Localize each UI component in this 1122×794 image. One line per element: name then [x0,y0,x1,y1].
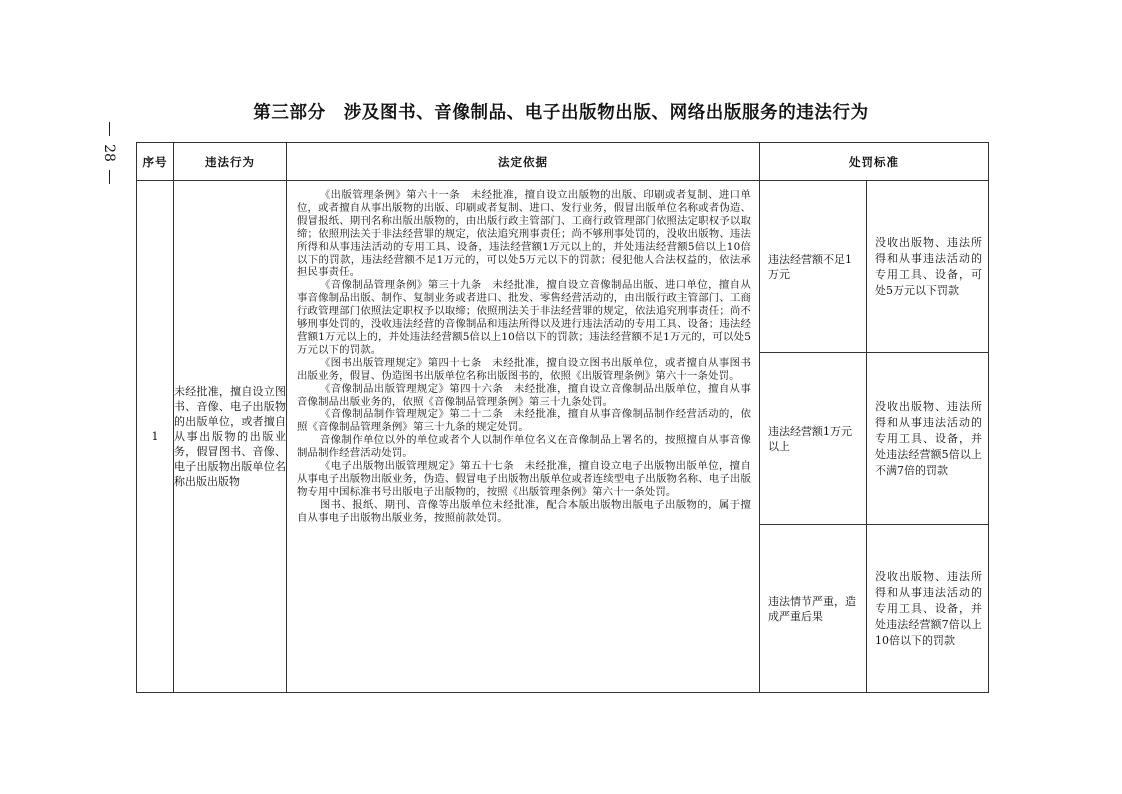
page-title: 第三部分 涉及图书、音像制品、电子出版物出版、网络出版服务的违法行为 [253,103,869,123]
legal-basis-paragraph: 《电子出版物出版管理规定》第五十七条 未经批准，擅自设立电子出版物出版单位，擅自从事电子出版物出版业务，伪造、假冒电子出版物出版单位或者连续型电子出版物名称、电子出版物专用中国标准书号出版电子出版物的，按照《出版管理条例》第六十一条处罚。 [297,460,751,498]
penalty-condition: 违法情节严重，造成严重后果 [760,525,867,692]
penalty-tier [760,181,988,353]
page-number-dash-bottom [109,170,110,184]
page-number-marker [97,122,121,212]
row-penalty-standard [760,181,989,693]
row-seq: 1 [137,181,174,693]
penalty-tier [760,353,988,525]
page-number-dash-top [109,122,110,136]
legal-basis-paragraph: 《音像制品制作管理规定》第二十二条 未经批准，擅自从事音像制品制作经营活动的，依照《音像制品管理条例》第三十九条的规定处罚。 [297,408,751,434]
penalty-measure: 没收出版物、违法所得和从事违法活动的专用工具、设备，并处违法经营额7倍以上10倍以下的罚款 [875,569,982,647]
violations-table [136,142,989,693]
legal-basis-paragraph: 《音像制品管理条例》第三十九条 未经批准，擅自设立音像制品出版、进口单位，擅自从事音像制品出版、制作、复制业务或者进口、批发、零售经营活动的，由出版行政主管部门、工商行政管理部门依照法定职权予以取缔；依照刑法关于非法经营罪的规定，依法追究刑事责任；尚不够刑事处罚的，没收违法经营的音像制品和违法所得以及进行违法活动的专用工具、设备；违法经营额1万元以上的，并处违法经营额5倍以上10倍以下的罚款；违法经营额不足1万元的，可以处5万元以下的罚款。 [297,279,751,356]
page-number: 28 [100,144,117,162]
penalty-condition: 违法经营额不足1万元 [760,181,867,352]
table-row [137,181,989,693]
legal-basis-paragraph: 《音像制品出版管理规定》第四十六条 未经批准，擅自设立音像制品出版单位，擅自从事音像制品出版业务的，依照《音像制品管理条例》第三十九条处罚。 [297,382,751,408]
legal-basis-paragraph: 图书、报纸、期刊、音像等出版单位未经批准，配合本版出版物出版电子出版物的，属于擅自从事电子出版物出版业务，按照前款处罚。 [297,498,751,524]
table-header-row [137,143,989,181]
penalty-measure: 没收出版物、违法所得和从事违法活动的专用工具、设备，可处5万元以下罚款 [875,235,982,297]
header-penalty-standard: 处罚标准 [760,143,989,181]
header-legal-basis: 法定依据 [287,143,760,181]
penalty-tier [760,525,988,692]
row-violation: 未经批准，擅自设立图书、音像、电子出版物的出版单位，或者擅自从事出版物的出版业务，假冒图书、音像、电子出版物出版单位名称出版出版物 [174,181,287,693]
header-violation: 违法行为 [174,143,287,181]
legal-basis-paragraph: 《出版管理条例》第六十一条 未经批准，擅自设立出版物的出版、印刷或者复制、进口单位，或者擅自从事出版物的出版、印刷或者复制、进口、发行业务，假冒出版单位名称或者伪造、假冒报纸、期刊名称出版出版物的，由出版行政主管部门、工商行政管理部门依照法定职权予以取缔；依照刑法关于非法经营罪的规定，依法追究刑事责任；尚不够刑事处罚的，没收出版物、违法所得和从事违法活动的专用工具、设备，违法经营额1万元以上的，并处违法经营额5倍以上10倍以下的罚款，违法经营额不足1万元的，可以处5万元以下的罚款；侵犯他人合法权益的，依法承担民事责任。 [297,189,751,279]
penalty-measure: 没收出版物、违法所得和从事违法活动的专用工具、设备，并处违法经营额5倍以上不满7倍的罚款 [875,399,982,477]
header-seq: 序号 [137,143,174,181]
row-legal-basis [287,181,760,693]
legal-basis-paragraph: 音像制作单位以外的单位或者个人以制作单位名义在音像制品上署名的，按照擅自从事音像制品制作经营活动处罚。 [297,434,751,460]
legal-basis-paragraph: 《图书出版管理规定》第四十七条 未经批准，擅自设立图书出版单位，或者擅自从事图书出版业务，假冒、伪造图书出版单位名称出版图书的，依照《出版管理条例》第六十一条处罚。 [297,356,751,382]
penalty-condition: 违法经营额1万元以上 [760,353,867,524]
